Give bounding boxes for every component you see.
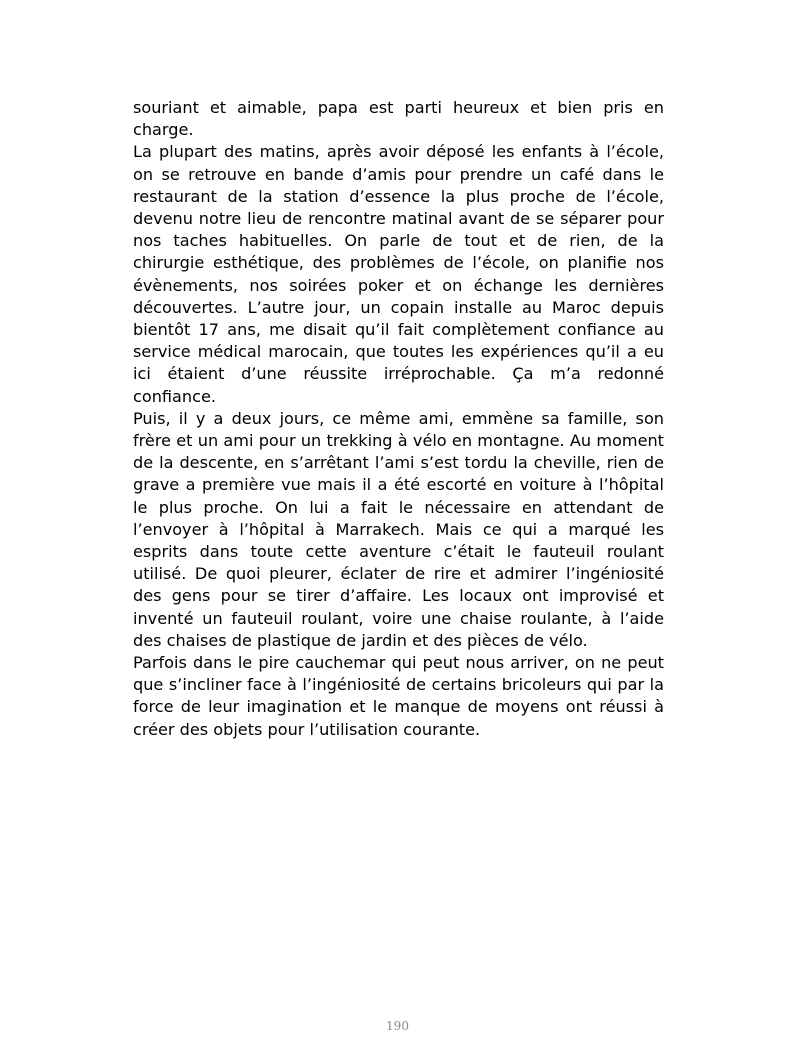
body-text xyxy=(133,97,664,741)
page-number: 190 xyxy=(386,1019,409,1033)
paragraph-3: Puis, il y a deux jours, ce même ami, emmène sa famille, son frère et un ami pour un trekking à vélo en montagne. Au moment de la descente, en s’arrêtant l’ami s’est tordu la cheville, rien de grave a première vue mais il a été escorté en voiture à l’hôpital le plus proche. On lui a fait le nécessaire en attendant de l’envoyer à l’hôpital à Marrakech. Mais ce qui a marqué les esprits dans toute cette aventure c’était le fauteuil roulant utilisé. De quoi pleurer, éclater de rire et admirer l’ingéniosité des gens pour se tirer d’affaire. Les locaux ont improvisé et inventé un fauteuil roulant, voire une chaise roulante, à l’aide des chaises de plastique de jardin et des pièces de vélo. xyxy=(133,408,664,650)
paragraph-2: La plupart des matins, après avoir déposé les enfants à l’école, on se retrouve en bande d’amis pour prendre un café dans le restaurant de la station d’essence la plus proche de l’école, devenu notre lieu de rencontre matinal avant de se séparer pour nos taches habituelles. On parle de tout et de rien, de la chirurgie esthétique, des problèmes de l’école, on planifie nos évènements, nos soirées poker et on échange les dernières découvertes. L’autre jour, un copain installe au Maroc depuis bientôt 17 ans, me disait qu’il fait complètement confiance au service médical marocain, que toutes les expériences qu’il a eu ici étaient d’une réussite irréprochable. Ça m’a redonné confiance. xyxy=(133,142,664,406)
paragraph-4: Parfois dans le pire cauchemar qui peut nous arriver, on ne peut que s’incliner face à l’ingéniosité de certains bricoleurs qui par la force de leur imagination et le manque de moyens ont réussi à créer des objets pour l’utilisation courante. xyxy=(133,653,664,739)
paragraph-1: souriant et aimable, papa est parti heureux et bien pris en charge. xyxy=(133,98,664,140)
